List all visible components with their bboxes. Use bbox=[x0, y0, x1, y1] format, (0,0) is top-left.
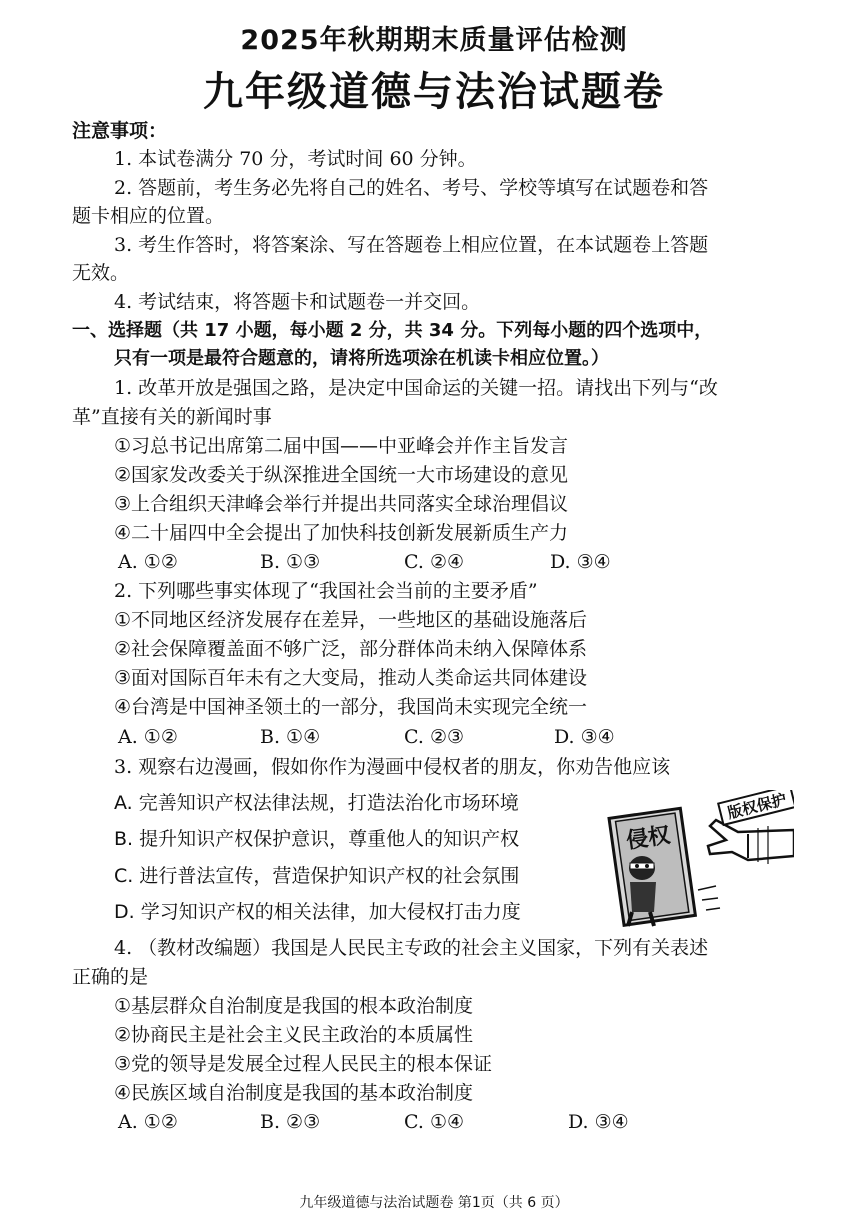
q1-option-c: C. ②④ bbox=[404, 551, 465, 573]
note-item: 4. 考试结束，将答题卡和试题卷一并交回。 bbox=[114, 291, 481, 313]
pointing-hand bbox=[708, 820, 794, 864]
q4-item: ②协商民主是社会主义民主政治的本质属性 bbox=[114, 1024, 474, 1046]
q3-stem: 3. 观察右边漫画，假如你作为漫画中侵权者的朋友，你劝告他应该 bbox=[114, 756, 671, 778]
label-protect: 版权保护 bbox=[725, 790, 789, 823]
q2-item: ④台湾是中国神圣领土的一部分，我国尚未实现完全统一 bbox=[114, 696, 588, 718]
protect-tag bbox=[718, 790, 794, 825]
q4-stem: 4. （教材改编题）我国是人民民主专政的社会主义国家，下列有关表述 bbox=[114, 937, 709, 959]
q1-option-d: D. ③④ bbox=[550, 551, 611, 573]
q2-option-d: D. ③④ bbox=[554, 726, 615, 748]
q2-item: ②社会保障覆盖面不够广泛，部分群体尚未纳入保障体系 bbox=[114, 638, 588, 660]
q4-stem-cont: 正确的是 bbox=[72, 966, 149, 988]
q3-option-d: D. 学习知识产权的相关法律，加大侵权打击力度 bbox=[114, 901, 521, 923]
q1-stem: 1. 改革开放是强国之路，是决定中国命运的关键一招。请找出下列与“改 bbox=[114, 377, 718, 399]
exam-title-line1: 2025年秋期期末质量评估检测 bbox=[240, 25, 628, 56]
q2-option-a: A. ①② bbox=[118, 726, 178, 748]
notes-heading: 注意事项： bbox=[72, 120, 168, 142]
q1-item: ③上合组织天津峰会举行并提出共同落实全球治理倡议 bbox=[114, 493, 569, 515]
copyright-cartoon bbox=[598, 790, 794, 930]
q1-item: ②国家发改委关于纵深推进全国统一大市场建设的意见 bbox=[114, 464, 569, 486]
q1-item: ①习总书记出席第二届中国——中亚峰会并作主旨发言 bbox=[114, 435, 569, 457]
note-item: 1. 本试卷满分 70 分，考试时间 60 分钟。 bbox=[114, 148, 477, 170]
q3-option-a: A. 完善知识产权法律法规，打造法治化市场环境 bbox=[114, 792, 519, 814]
page-footer: 九年级道德与法治试题卷 第1页（共 6 页） bbox=[299, 1195, 569, 1211]
note-item: 无效。 bbox=[72, 262, 130, 284]
q1-stem-cont: 革”直接有关的新闻时事 bbox=[72, 406, 272, 428]
q1-option-a: A. ①② bbox=[118, 551, 178, 573]
note-item: 题卡相应的位置。 bbox=[72, 205, 225, 227]
q2-option-b: B. ①④ bbox=[260, 726, 321, 748]
q4-option-c: C. ①④ bbox=[404, 1111, 465, 1133]
q1-item: ④二十届四中全会提出了加快科技创新发展新质生产力 bbox=[114, 522, 569, 544]
label-infringe: 侵权 bbox=[624, 823, 672, 855]
note-item: 3. 考生作答时，将答案涂、写在答题卷上相应位置，在本试题卷上答题 bbox=[114, 234, 709, 256]
section-heading-cont: 只有一项是最符合题意的，请将所选项涂在机读卡相应位置。） bbox=[114, 348, 609, 369]
q2-stem: 2. 下列哪些事实体现了“我国社会当前的主要矛盾” bbox=[114, 580, 538, 602]
q2-option-c: C. ②③ bbox=[404, 726, 465, 748]
exam-title-line2: 九年级道德与法治试题卷 bbox=[203, 69, 665, 115]
q2-item: ③面对国际百年未有之大变局，推动人类命运共同体建设 bbox=[114, 667, 588, 689]
q4-item: ③党的领导是发展全过程人民民主的根本保证 bbox=[114, 1053, 493, 1075]
q3-option-b: B. 提升知识产权保护意识，尊重他人的知识产权 bbox=[114, 828, 520, 850]
q4-option-a: A. ①② bbox=[118, 1111, 178, 1133]
note-item: 2. 答题前，考生务必先将自己的姓名、考号、学校等填写在试题卷和答 bbox=[114, 177, 709, 199]
q4-item: ①基层群众自治制度是我国的根本政治制度 bbox=[114, 995, 474, 1017]
motion-lines bbox=[698, 886, 720, 910]
q3-option-c: C. 进行普法宣传，营造保护知识产权的社会氛围 bbox=[114, 865, 520, 887]
q2-item: ①不同地区经济发展存在差异，一些地区的基础设施落后 bbox=[114, 609, 588, 631]
q4-option-d: D. ③④ bbox=[568, 1111, 629, 1133]
section-heading: 一、选择题（共 17 小题，每小题 2 分，共 34 分。下列每小题的四个选项中， bbox=[72, 320, 713, 341]
q4-option-b: B. ②③ bbox=[260, 1111, 321, 1133]
q4-item: ④民族区域自治制度是我国的基本政治制度 bbox=[114, 1082, 474, 1104]
q1-option-b: B. ①③ bbox=[260, 551, 321, 573]
